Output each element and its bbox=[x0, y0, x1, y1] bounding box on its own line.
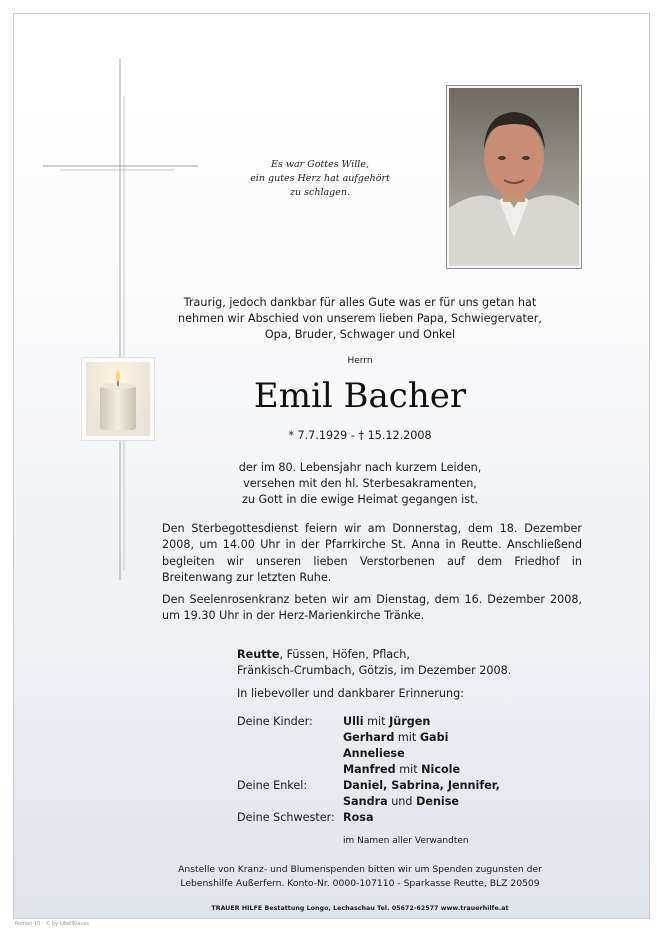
credit-line: Roman 10 - © by LibellKlauss bbox=[15, 921, 89, 927]
passing-text: der im 80. Lebensjahr nach kurzem Leiden, versehen mit den hl. Sterbesakramenten, zu Gott in die ewige Heimat gegangen ist. bbox=[238, 461, 482, 506]
family-list: Deine Kinder: Ulli mit Jürgen Gerhard mit Gabi Anneliese Manfred mit Nicole Deine Enkel: Daniel, Sabrina, Jennifer, Sandra und Denise Deine Schwester: Rosa bbox=[237, 715, 500, 824]
funeral-paragraph: Den Sterbegottesdienst feiern wir am Donnerstag, dem 18. Dezember 2008, um 14.00 Uhr in der Pfarrkirche St. Anna in Reutte. Anschließend begleiten wir unseren lieben Verstorbenen auf dem Friedhof in Breitenwang zur letzten Ruhe. bbox=[162, 522, 582, 584]
salutation: Herrn bbox=[347, 356, 373, 366]
life-dates: * 7.7.1929 - † 15.12.2008 bbox=[288, 429, 432, 442]
kinder-label: Deine Kinder: bbox=[237, 715, 313, 728]
enkel-label: Deine Enkel: bbox=[237, 779, 308, 792]
donation-note: Anstelle von Kranz- und Blumenspenden bitten wir um Spenden zugunsten der Lebenshilfe Außerfern. Konto-Nr. 0000-107110 - Sparkasse Reutte, BLZ 20509 bbox=[178, 864, 542, 889]
deceased-name: Emil Bacher bbox=[253, 376, 467, 416]
rosary-paragraph: Den Seelenrosenkranz beten wir am Dienstag, dem 16. Dezember 2008, um 19.30 Uhr in der Herz-Marienkirche Tränke. bbox=[162, 593, 582, 623]
remembrance-line: In liebevoller und dankbarer Erinnerung: bbox=[237, 687, 464, 700]
place-and-date: Reutte, Füssen, Höfen, Pflach, Fränkisch-Crumbach, Götzis, im Dezember 2008. bbox=[237, 648, 512, 677]
intro-text: Traurig, jedoch dankbar für alles Gute was er für uns getan hat nehmen wir Abschied von unserem lieben Papa, Schwiegervater, Opa, Bruder, Schwager und Onkel bbox=[178, 296, 542, 341]
candle-image bbox=[82, 358, 154, 440]
relatives-note: im Namen aller Verwandten bbox=[343, 836, 469, 846]
portrait-photo bbox=[446, 85, 582, 269]
funeral-home-footer: TRAUER HILFE Bestattung Longo, Lechaschau Tel. 05672-62577 www.trauerhilfe.at bbox=[211, 905, 509, 912]
quote: Es war Gottes Wille, ein gutes Herz hat aufgehört zu schlagen. bbox=[250, 159, 390, 198]
schwester-label: Deine Schwester: bbox=[237, 811, 335, 824]
